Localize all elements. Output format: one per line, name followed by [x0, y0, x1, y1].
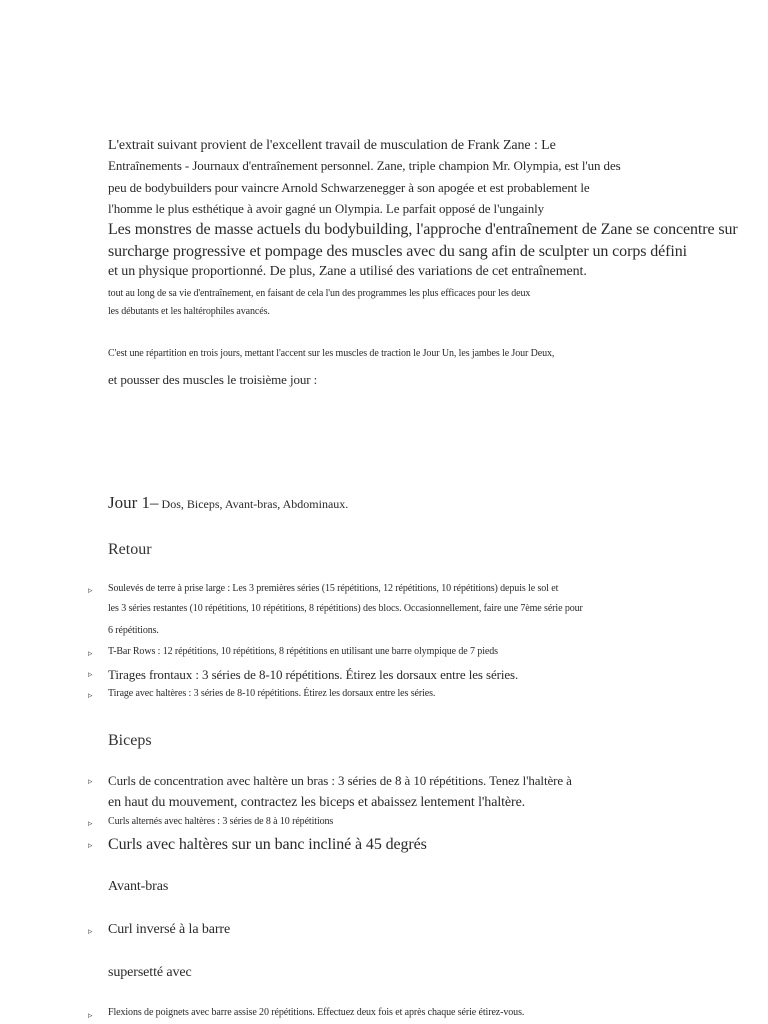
intro-line-6: surcharge progressive et pompage des muscles avec du sang afin de sculpter un corps défini — [108, 243, 687, 260]
bullet-icon: ▹ — [88, 669, 93, 679]
intro-line-9: les débutants et les haltérophiles avancés. — [108, 306, 270, 317]
day1-muscles: Dos, Biceps, Avant-bras, Abdominaux. — [158, 497, 349, 511]
biceps-item-3: Curls avec haltères sur un banc incliné à 45 degrés — [108, 836, 427, 853]
biceps-item-1-line-2: en haut du mouvement, contractez les biceps et abaissez lentement l'haltère. — [108, 795, 526, 810]
section-title-avant-bras: Avant-bras — [108, 879, 169, 894]
bullet-icon: ▹ — [88, 776, 93, 786]
intro-line-5: Les monstres de masse actuels du bodybuilding, l'approche d'entraînement de Zane se concentre sur — [108, 221, 738, 238]
avant-bras-item-2: Flexions de poignets avec barre assise 20 répétitions. Effectuez deux fois et après chaque série étirez-vous. — [108, 1007, 525, 1018]
avant-bras-item-1: Curl inversé à la barre — [108, 922, 231, 937]
bullet-icon: ▹ — [88, 1010, 93, 1020]
section-title-retour: Retour — [108, 541, 152, 558]
intro-line-1: L'extrait suivant provient de l'excellent travail de musculation de Frank Zane : Le — [108, 138, 556, 153]
section-title-biceps: Biceps — [108, 732, 152, 749]
intro-line-7: et un physique proportionné. De plus, Zane a utilisé des variations de cet entraînement. — [108, 264, 587, 279]
intro-line-3: peu de bodybuilders pour vaincre Arnold Schwarzenegger à son apogée et est probablement le — [108, 180, 590, 195]
biceps-item-1-line-1: Curls de concentration avec haltère un bras : 3 séries de 8 à 10 répétitions. Tenez l'haltère à — [108, 773, 572, 788]
intro-line-4: l'homme le plus esthétique à avoir gagné un Olympia. Le parfait opposé de l'ungainly — [108, 201, 545, 216]
superset-label: supersetté avec — [108, 965, 192, 980]
bullet-icon: ▹ — [88, 585, 93, 595]
retour-item-1-line-3: 6 répétitions. — [108, 625, 159, 636]
bullet-icon: ▹ — [88, 690, 93, 700]
split-line-2: et pousser des muscles le troisième jour : — [108, 372, 318, 387]
bullet-icon: ▹ — [88, 818, 93, 828]
bullet-icon: ▹ — [88, 840, 93, 850]
retour-item-2: T-Bar Rows : 12 répétitions, 10 répétitions, 8 répétitions en utilisant une barre olympique de 7 pieds — [108, 646, 498, 657]
retour-item-3: Tirages frontaux : 3 séries de 8-10 répétitions. Étirez les dorsaux entre les séries. — [108, 667, 519, 682]
retour-item-4: Tirage avec haltères : 3 séries de 8-10 répétitions. Étirez les dorsaux entre les séries. — [108, 688, 436, 699]
intro-line-8: tout au long de sa vie d'entraînement, en faisant de cela l'un des programmes les plus efficaces pour les deux — [108, 288, 531, 299]
day1-label: Jour 1– — [108, 493, 159, 512]
retour-item-1-line-2: les 3 séries restantes (10 répétitions, 10 répétitions, 8 répétitions) des blocs. Occasionnellement, faire une 7ème série pour — [108, 603, 583, 614]
split-line-1: C'est une répartition en trois jours, mettant l'accent sur les muscles de traction le Jour Un, les jambes le Jour Deux, — [108, 348, 555, 359]
bullet-icon: ▹ — [88, 648, 93, 658]
retour-item-1-line-1: Soulevés de terre à prise large : Les 3 premières séries (15 répétitions, 12 répétitions, 10 répétitions) depuis le sol et — [108, 583, 559, 594]
biceps-item-2: Curls alternés avec haltères : 3 séries de 8 à 10 répétitions — [108, 816, 334, 827]
day1-heading — [108, 494, 348, 512]
bullet-icon: ▹ — [88, 926, 93, 936]
intro-line-2: Entraînements - Journaux d'entraînement personnel. Zane, triple champion Mr. Olympia, est l'un des — [108, 158, 621, 173]
